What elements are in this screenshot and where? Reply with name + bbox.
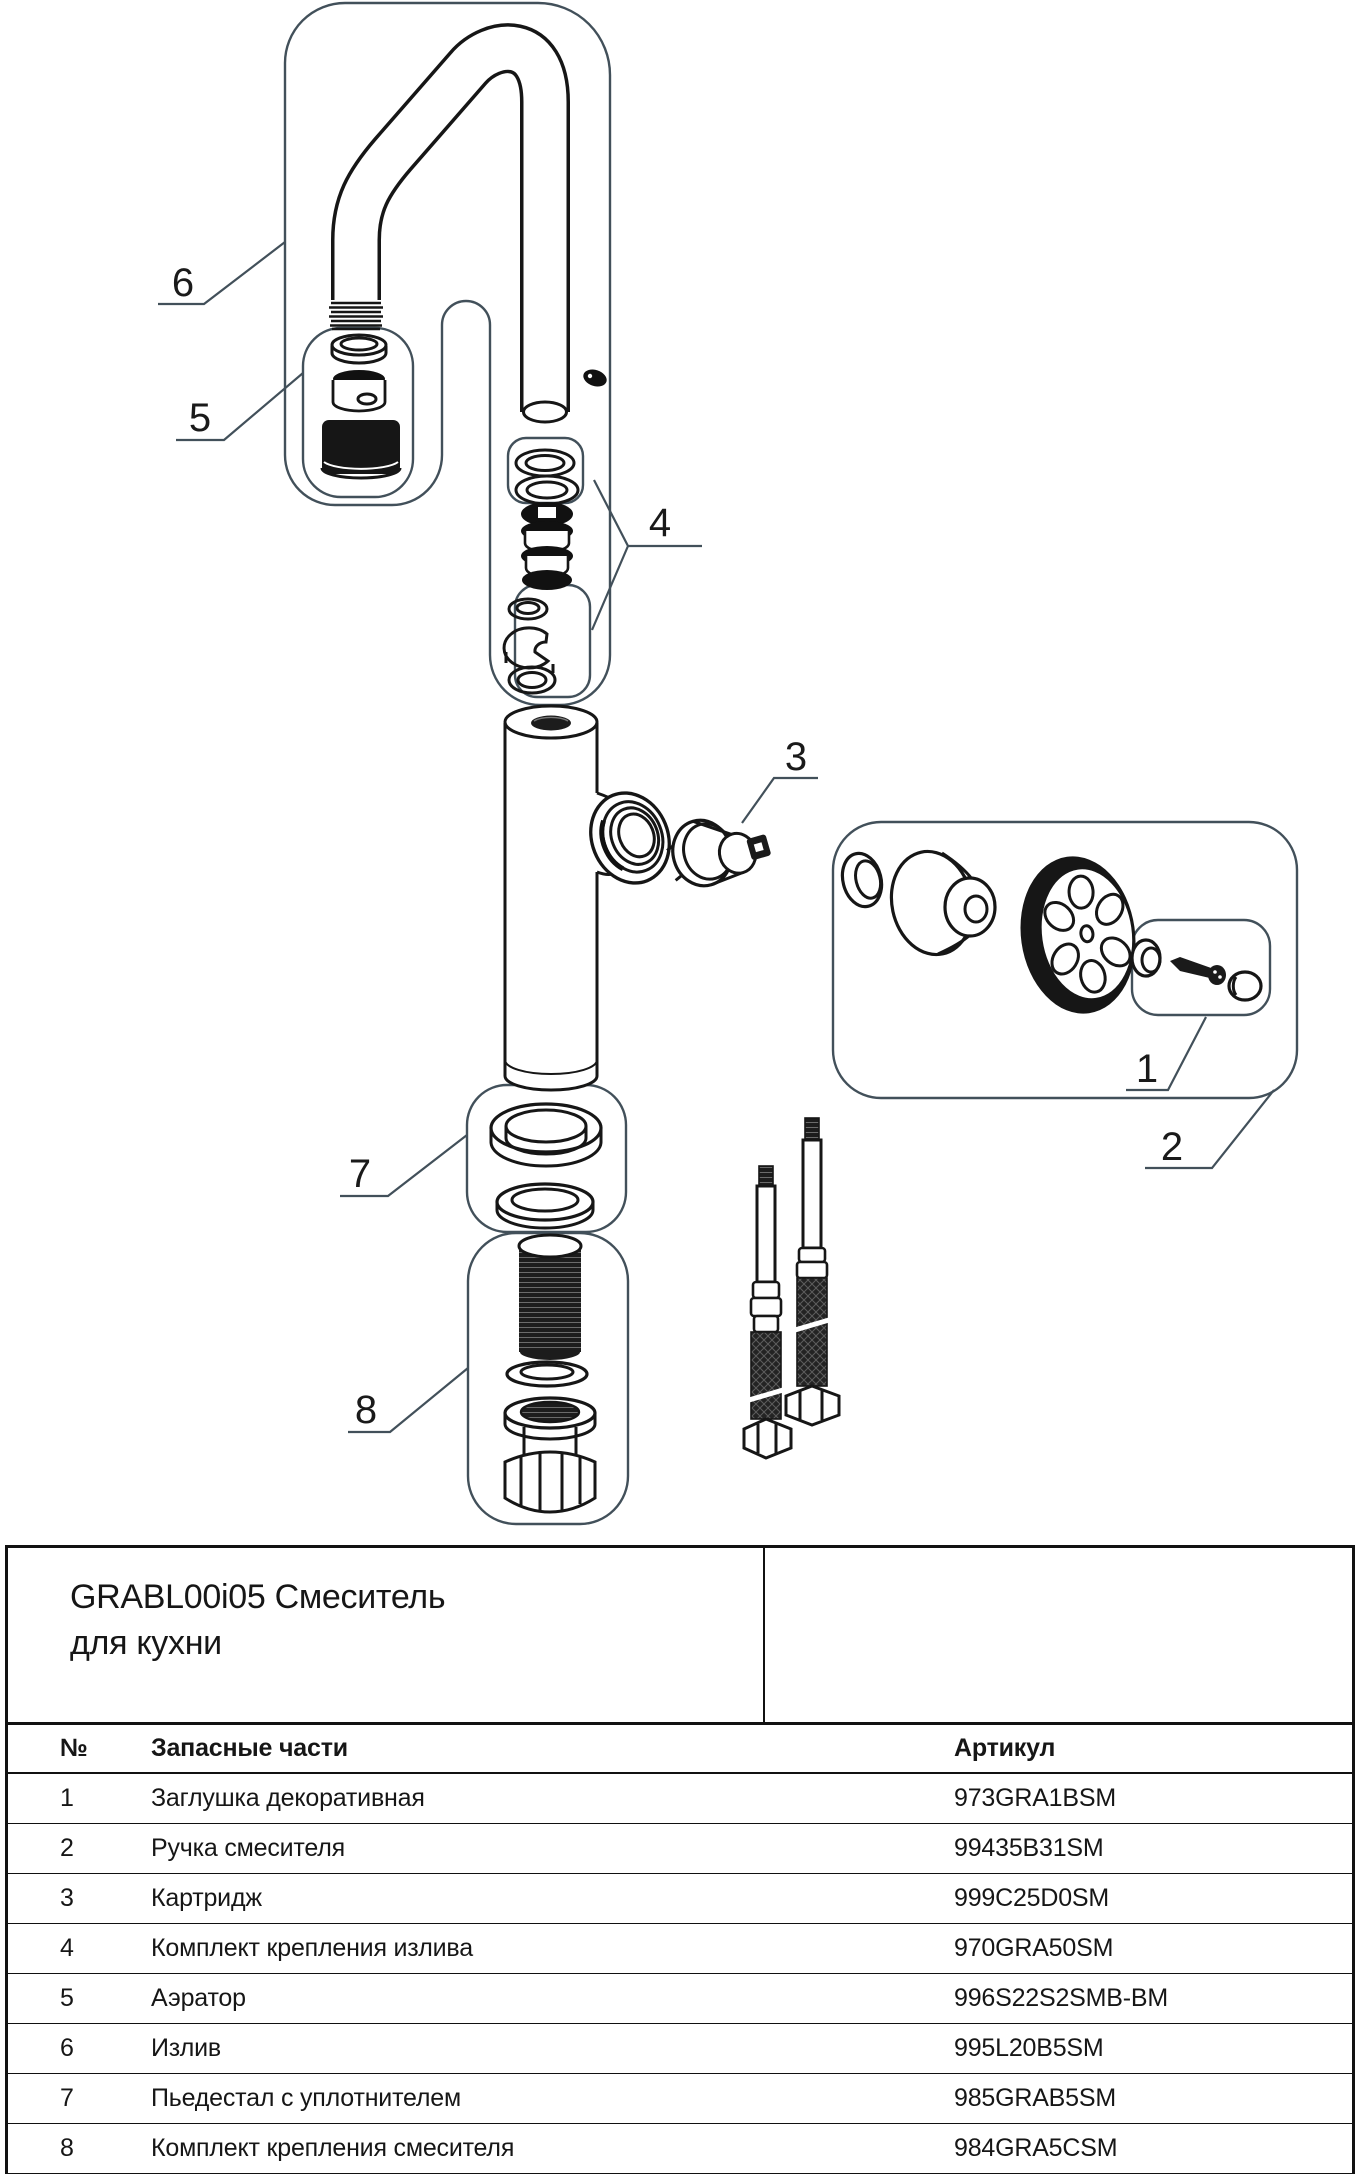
row-article: 996S22S2SMB-BM: [954, 1984, 1168, 2012]
table-row: [8, 1974, 1352, 2024]
spare-parts-table: [5, 1545, 1355, 2174]
faucet-body: [505, 706, 682, 1090]
svg-text:4: 4: [648, 501, 672, 545]
spout-threads: [329, 303, 383, 329]
row-article: 995L20B5SM: [954, 2034, 1104, 2062]
row-num: 2: [60, 1834, 74, 1862]
row-num: 7: [60, 2084, 74, 2112]
svg-text:3: 3: [784, 735, 808, 779]
cartridge-part: [661, 803, 774, 894]
row-name: Комплект крепления излива: [151, 1934, 473, 1962]
header-name: Запасные части: [151, 1734, 348, 1762]
row-article: 973GRA1BSM: [954, 1784, 1116, 1812]
header-article: Артикул: [954, 1734, 1056, 1762]
row-name: Комплект крепления смесителя: [151, 2134, 515, 2162]
supply-hose-right: [786, 1118, 839, 1425]
row-num: 3: [60, 1884, 74, 1912]
row-name: Картридж: [151, 1884, 262, 1912]
svg-text:1: 1: [1135, 1047, 1159, 1091]
table-row: [8, 1874, 1352, 1924]
row-name: Ручка смесителя: [151, 1834, 345, 1862]
svg-text:5: 5: [188, 396, 212, 440]
row-num: 8: [60, 2134, 74, 2162]
row-article: 999C25D0SM: [954, 1884, 1110, 1912]
row-article: 99435B31SM: [954, 1834, 1104, 1862]
row-num: 1: [60, 1784, 74, 1812]
header-num: №: [60, 1734, 88, 1762]
table-row: [8, 2024, 1352, 2074]
table-row: [8, 2124, 1352, 2173]
table-row: [8, 1824, 1352, 1874]
product-title: [8, 1548, 765, 1722]
row-article: 984GRA5CSM: [954, 2134, 1118, 2162]
svg-text:7: 7: [348, 1152, 372, 1196]
row-name: Аэратор: [151, 1984, 246, 2012]
supply-hose-left: [744, 1166, 791, 1458]
row-num: 4: [60, 1934, 74, 1962]
row-name: Заглушка декоративная: [151, 1784, 425, 1812]
svg-text:6: 6: [171, 261, 195, 305]
callout-8: [348, 1368, 468, 1432]
row-name: Пьедестал с уплотнителем: [151, 2084, 461, 2112]
callout-6: [158, 242, 285, 305]
svg-text:8: 8: [354, 1388, 378, 1432]
table-row: [8, 2074, 1352, 2124]
table-header-row: [8, 1722, 1352, 1774]
callout-7: [340, 1135, 467, 1196]
callout-3: [742, 735, 818, 823]
product-title-line2: для кухни: [70, 1624, 222, 1662]
row-num: 6: [60, 2034, 74, 2062]
svg-text:2: 2: [1160, 1125, 1184, 1169]
product-title-line1: GRABL00i05 Смеситель: [70, 1578, 446, 1616]
row-article: 970GRA50SM: [954, 1934, 1114, 1962]
table-row: [8, 1774, 1352, 1824]
row-num: 5: [60, 1984, 74, 2012]
row-article: 985GRAB5SM: [954, 2084, 1116, 2112]
table-row: [8, 1924, 1352, 1974]
row-name: Излив: [151, 2034, 221, 2062]
callout-2: [1145, 1090, 1274, 1169]
